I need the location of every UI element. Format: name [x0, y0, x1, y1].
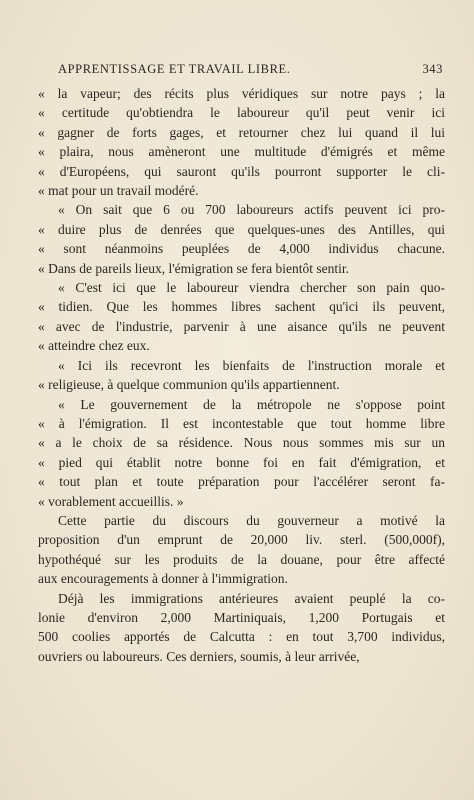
text-line: « C'est ici que le laboureur viendra chercher son pain quo- [58, 280, 445, 296]
page-body-text [38, 84, 445, 666]
text-line: « d'Européens, qui sauront qu'ils pourront supporter le cli- [38, 163, 445, 179]
text-line: « Le gouvernement de la métropole ne s'oppose point [58, 396, 445, 412]
text-line: « a le choix de sa résidence. Nous nous sommes mis sur un [38, 435, 445, 451]
paragraph [38, 356, 445, 395]
text-line: « vorablement accueillis. » [38, 493, 184, 509]
page-number: 343 [422, 62, 443, 76]
text-line: « tout plan et toute préparation pour l'accélérer seront fa- [38, 474, 445, 490]
text-line: « avec de l'industrie, parvenir à une aisance qu'ils ne peuvent [38, 318, 445, 334]
text-line: « atteindre chez eux. [38, 338, 150, 354]
paragraph [38, 589, 445, 667]
text-line: hypothéqué sur les produits de la douane, pour être affecté [38, 551, 445, 567]
text-line: Cette partie du discours du gouverneur a motivé la [58, 512, 445, 528]
paragraph [38, 84, 445, 200]
text-line: proposition d'un emprunt de 20,000 liv. sterl. (500,000f), [38, 532, 445, 548]
text-line: « certitude qu'obtiendra le laboureur qu'il peut venir ici [38, 105, 445, 121]
text-line: « gagner de forts gages, et retourner chez lui quand il lui [38, 124, 445, 140]
paragraph [38, 395, 445, 511]
page-header [38, 62, 443, 82]
running-title: APPRENTISSAGE ET TRAVAIL LIBRE. [58, 62, 291, 76]
text-line: « sont néanmoins peuplées de 4,000 individus chacune. [38, 241, 445, 257]
paragraph [38, 511, 445, 589]
text-line: « à l'émigration. Il est incontestable que tout homme libre [38, 415, 445, 431]
text-line: « religieuse, à quelque communion qu'ils appartiennent. [38, 377, 340, 393]
text-line: « duire plus de denrées que quelques-unes des Antilles, qui [38, 221, 445, 237]
paragraph [38, 278, 445, 356]
text-line: 500 coolies apportés de Calcutta : en tout 3,700 individus, [38, 629, 445, 645]
text-line: « pied qui établit notre bonne foi en fait d'émigration, et [38, 454, 445, 470]
text-line: « On sait que 6 ou 700 laboureurs actifs peuvent ici pro- [58, 202, 445, 218]
text-line: « mat pour un travail modéré. [38, 183, 199, 199]
text-line: « la vapeur; des récits plus véridiques sur notre pays ; la [38, 86, 445, 101]
text-line: Déjà les immigrations antérieures avaient peuplé la co- [58, 590, 445, 606]
text-line: « tidien. Que les hommes libres sachent qu'ici ils peuvent, [38, 299, 445, 315]
paragraph [38, 200, 445, 278]
text-line: lonie d'environ 2,000 Martiniquais, 1,200 Portugais et [38, 609, 445, 625]
text-line: ouvriers ou laboureurs. Ces derniers, soumis, à leur arrivée, [38, 648, 360, 664]
text-line: « Ici ils recevront les bienfaits de l'instruction morale et [58, 357, 445, 373]
text-line: « plaira, nous amèneront une multitude d'émigrés et même [38, 144, 445, 160]
text-line: « Dans de pareils lieux, l'émigration se fera bientôt sentir. [38, 260, 349, 276]
text-line: aux encouragements à donner à l'immigration. [38, 571, 288, 587]
